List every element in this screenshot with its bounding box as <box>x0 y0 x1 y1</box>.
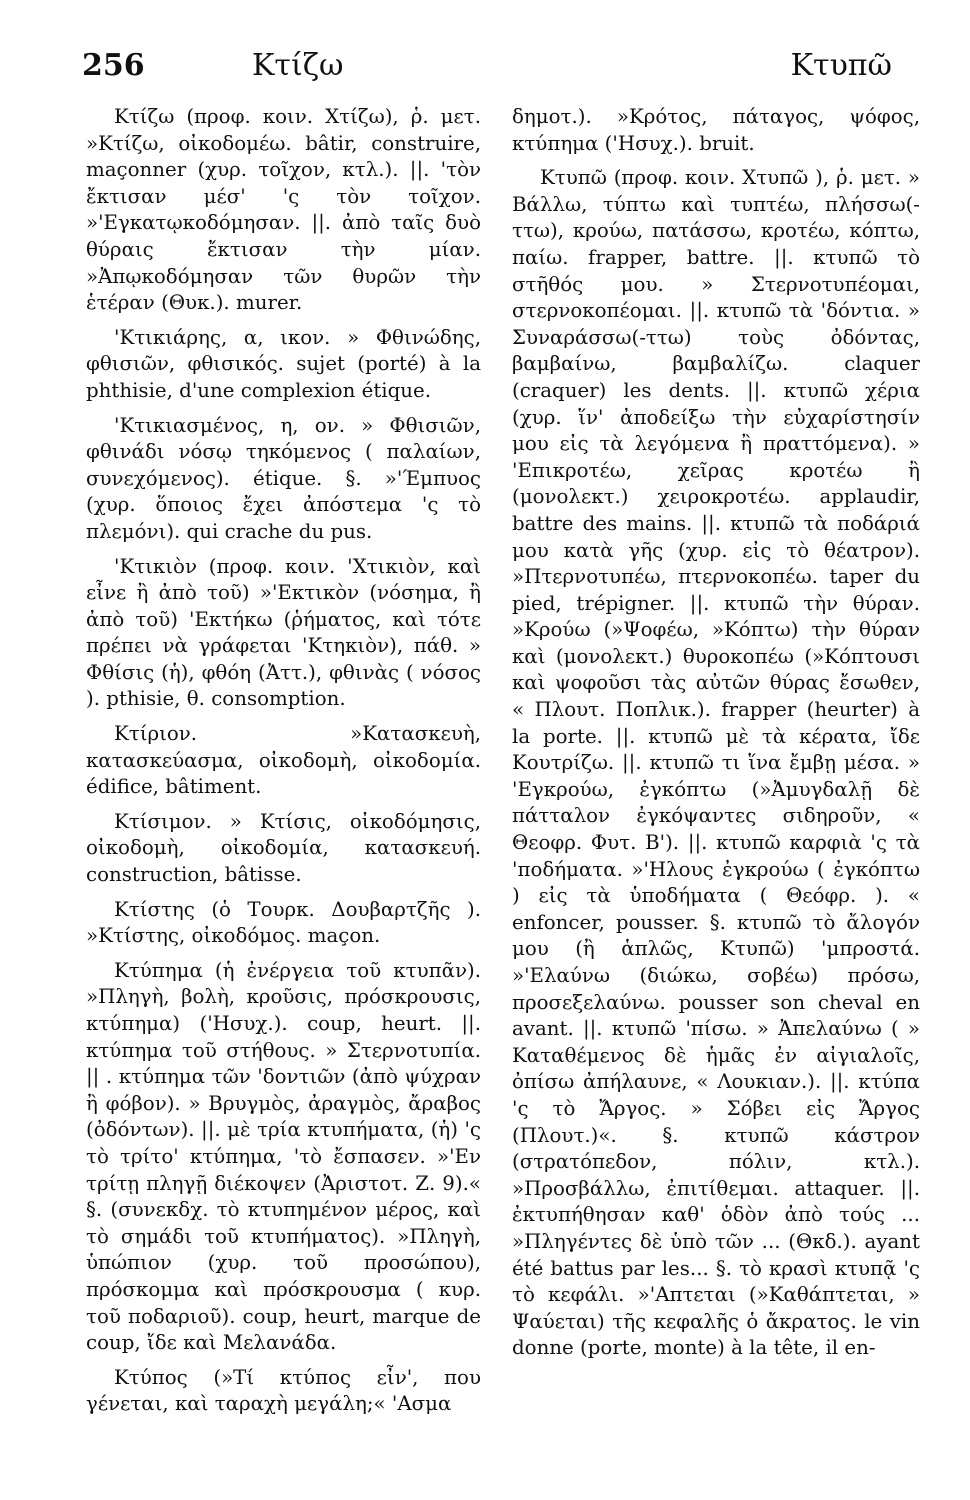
entry-ktikiasmenos: 'Κτικιασμένος, η, ον. » Φθισιῶν, φθινάδι νόσῳ τηκόμενος ( παλαίων, συνεχόμενος). étique. §. »'Έμπυος (χυρ. ὅποιος ἔχει ἀπόστεμα 'ς τὸ πλεμόνι). qui crache du pus. <box>86 413 481 543</box>
page-header <box>82 48 922 98</box>
entry-ktikiaris: 'Κτικιάρης, α, ικον. » Φθινώδης, φθισιῶν, φθισικός. sujet (porté) à la phthisie, d'une complexion étique. <box>86 325 481 402</box>
entry-ktypos-continued: δημοτ.). »Κρότος, πάταγος, ψόφος, κτύπημα ('Ησυχ.). bruit. <box>512 105 920 155</box>
right-headword: Κτυπῶ <box>790 48 892 83</box>
entry-ktizo: Κτίζω (προφ. κοιν. Χτίζω), ῥ. μετ. »Κτίζω, οἰκοδομέω. bâtir, construire, maçonner (χυρ. τοῖχον, κτλ.). ||. 'τὸν ἔκτισαν μέσ' 'ς τὸν τοῖχον. »'Εγκατῳκοδόμησαν. ||. ἀπὸ ταῖς δυὸ θύραις ἔκτισαν τὴν μίαν. »Ἀπῳκοδόμησαν τῶν θυρῶν τὴν ἑτέραν (Θυκ.). murer. <box>86 105 481 315</box>
entry-ktisimon: Κτίσιμον. » Κτίσις, οἰκοδόμησις, οἰκοδομὴ, οἰκοδομία, κατασκευή. construction, bâtisse. <box>86 809 481 887</box>
entry-ktistis: Κτίστης (ὁ Τουρκ. Δουβαρτζῆς ). »Κτίστης, οἰκοδόμος. maçon. <box>86 897 481 948</box>
entry-ktypos: Κτύπος (»Τί κτύπος εἶν', που γένεται, καὶ ταραχὴ μεγάλη;« 'Ασμα <box>86 1365 481 1416</box>
entry-ktirion: Κτίριον. »Κατασκευὴ, κατασκεύασμα, οἰκοδομὴ, οἰκοδομία. édifice, bâtiment. <box>86 722 481 799</box>
entry-ktikion: 'Κτικιὸν (προφ. κοιν. 'Χτικιὸν, καὶ εἶνε ἢ ἀπὸ τοῦ) »'Εκτικὸν (νόσημα, ἢ ἀπὸ τοῦ) 'Εκτήκω (ῥήματος, καὶ τότε πρέπει νὰ γράφεται 'Κτηκιὸν), πάθ. » Φθίσις (ἡ), φθόη (Ἀττ.), φθινὰς ( νόσος ). pthisie, θ. consomption. <box>86 554 481 711</box>
entry-ktypima: Κτύπημα (ἡ ἐνέργεια τοῦ κτυπᾶν). »Πληγὴ, βολὴ, κροῦσις, πρόσκρουσις, κτύπημα) ('Ησυχ.). coup, heurt. ||. κτύπημα τοῦ στήθους. » Στερνοτυπία. || . κτύπημα τῶν 'δοντιῶν (ἀπὸ ψύχραν ἢ φόβον). » Βρυγμὸς, ἀραγμὸς, ἄραβος (ὀδόντων). ||. μὲ τρία κτυπήματα, (ἡ) 'ς τὸ τρίτο' κτύπημα, 'τὸ ἔσπασεν. »'Εν τρίτῃ πληγῇ διέκοψεν (Ἀριστοτ. Ζ. 9).« §. (συνεκδχ. τὸ κτυπημένον μέρος, καὶ τὸ σημάδι τοῦ κτυπήματος). »Πληγὴ, ὑπώπιον (χυρ. τοῦ προσώπου), πρόσκομμα καὶ πρόσκρουσμα ( κυρ. τοῦ ποδαριοῦ). coup, heurt, marque de coup, ἴδε καὶ Μελανάδα. <box>86 958 481 1355</box>
left-headword: Κτίζω <box>252 48 344 83</box>
entry-ktypo: Κτυπῶ (προφ. κοιν. Χτυπῶ ), ῥ. μετ. » Βάλλω, τύπτω καὶ τυπτέω, πλήσσω(-ττω), κρούω, πατάσσω, κροτέω, κόπτω, παίω. frapper, battre. ||. κτυπῶ τὸ στῆθός μου. » Στερνοτυπέομαι, στερνοκοπέομαι. ||. κτυπῶ τὰ 'δόντια. » Συναράσσω(-ττω) τοὺς ὀδόντας, βαμβαίνω, βαμβαλίζω. claquer (craquer) les dents. ||. κτυπῶ χέρια (χυρ. ἵν' ἀποδείξω τὴν εὐχαρίστησίν μου εἰς τὰ λεγόμενα ἢ πραττόμενα). » 'Επικροτέω, χεῖρας κροτέω ἢ (μονολεκτ.) χειροκροτέω. applaudir, battre des mains. ||. κτυπῶ τὰ ποδάριά μου κατὰ γῆς (χυρ. εἰς τὸ θέατρον). »Πτερνοτυπέω, πτερνοκοπέω. taper du pied, trépigner. ||. κτυπῶ τὴν θύραν. »Κρούω (»Ψοφέω, »Κόπτω) τὴν θύραν καὶ (μονολεκτ.) θυροκοπέω (»Κόπτουσι καὶ ψοφοῦσι τὰς αὐτῶν θύρας ἔσωθεν, « Πλουτ. Ποπλικ.). frapper (heurter) à la porte. ||. κτυπῶ μὲ τὰ κέρατα, ἴδε Κουτρίζω. ||. κτυπῶ τι ἵνα ἔμβῃ μέσα. » 'Εγκρούω, ἐγκόπτω (»Ἀμυγδαλῇ δὲ πάτταλον ἐγκόψαντες σιδηροῦν, « Θεοφρ. Φυτ. Β'). ||. κτυπῶ καρφιὰ 'ς τὰ 'ποδήματα. »'Ηλους ἐγκρούω ( ἐγκόπτω ) εἰς τὰ ὑποδήματα ( Θεόφρ. ). « enfoncer, pousser. §. κτυπῶ τὸ ἄλογόν μου (ἢ ἁπλῶς, Κτυπῶ) 'μπροστά. »'Ελαύνω (διώκω, σοβέω) πρόσω, προσεξελαύνω. pousser son cheval en avant. ||. κτυπῶ 'πίσω. » Ἀπελαύνω ( » Καταθέμενος δὲ ἡμᾶς ἐν αἰγιαλοῖς, ὀπίσω ἀπήλαυνε, « Λουκιαν.). ||. κτύπα 'ς τὸ Ἄργος. » Σόβει εἰς Ἄργος (Πλουτ.)«. §. κτυπῶ κάστρον (στρατόπεδον, πόλιν, κτλ.). »Προσβάλλω, ἐπιτίθεμαι. attaquer. ||. ἐκτυπήθησαν καθ' ὁδὸν ἀπὸ τούς ... »Πληγέντες δὲ ὑπὸ τῶν ... (Θκδ.). ayant été battus par les... §. τὸ κρασὶ κτυπᾷ 'ς τὸ κεφάλι. »'Απτεται (»Καθάπτεται, » Ψαύεται) τῆς κεφαλῆς ὁ ἄκρατος. le vin donne (porte, monte) à la tête, il en- <box>512 166 920 1360</box>
page-number: 256 <box>82 48 145 83</box>
left-column <box>86 104 481 1426</box>
right-column <box>512 104 920 1370</box>
